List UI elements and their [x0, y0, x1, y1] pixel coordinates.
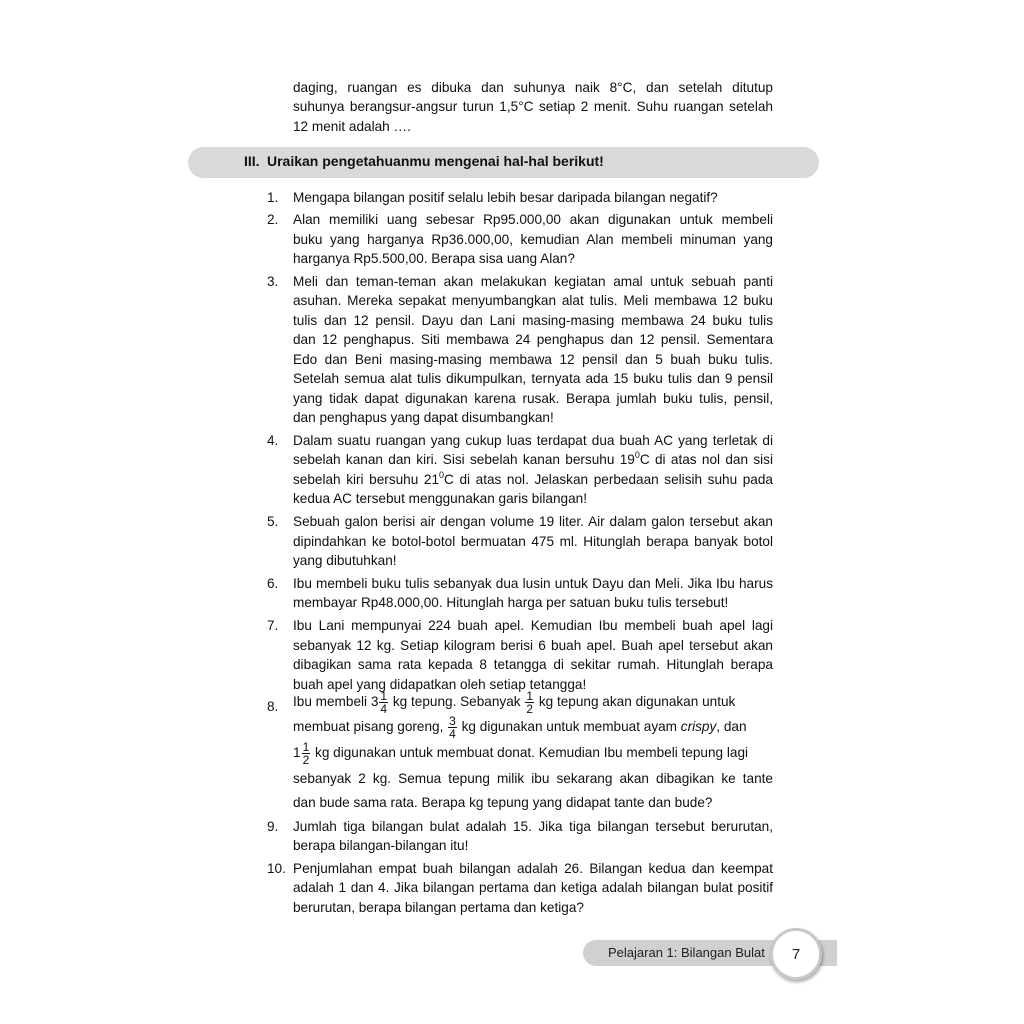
text-part: C di atas nol. Jelaskan perbedaan selisih suhu pada — [444, 472, 773, 487]
numerator: 3 — [449, 714, 456, 728]
text-part: kg tepung. Sebanyak — [389, 694, 525, 710]
intro-line-2: suhunya berangsur-angsur turun 1,5°C setiap 2 menit. Suhu ruangan setelah — [293, 99, 773, 114]
question-3-line: asuhan. Mereka sepakat menyumbangkan alat tulis. Meli membawa 12 buku — [293, 293, 773, 308]
question-8-line — [293, 690, 773, 715]
question-number: 6. — [267, 576, 279, 591]
question-10-line: Penjumlahan empat buah bilangan adalah 26. Bilangan kedua dan keempat — [293, 861, 773, 876]
fraction — [379, 690, 388, 715]
text-part: Ibu membeli 3 — [293, 694, 379, 710]
question-9-line: berapa bilangan-bilangan itu! — [293, 838, 469, 853]
question-number: 4. — [267, 433, 279, 448]
question-8-line — [293, 741, 773, 766]
question-9-line: Jumlah tiga bilangan bulat adalah 15. Jika tiga bilangan tersebut berurutan, — [293, 819, 773, 834]
question-4-line — [293, 450, 773, 470]
question-number: 7. — [267, 618, 279, 633]
question-4-line: kedua AC tersebut menggunakan garis bilangan! — [293, 491, 587, 506]
question-number: 1. — [267, 190, 279, 205]
question-3-line: Edo dan Beni masing-masing membawa 12 pensil dan 5 buah buku tulis. — [293, 352, 773, 367]
question-number: 8. — [267, 699, 279, 714]
question-number: 2. — [267, 212, 279, 227]
text-part: sebelah kanan dan kiri. Sisi sebelah kanan bersuhu 19 — [293, 452, 635, 467]
text-part: , dan — [716, 719, 747, 735]
denominator: 2 — [526, 702, 534, 716]
question-number: 3. — [267, 274, 279, 289]
question-7-line: Ibu Lani mempunyai 224 buah apel. Kemudian Ibu membeli buah apel lagi — [293, 618, 773, 633]
text-part: sebelah kiri bersuhu 21 — [293, 472, 440, 487]
superscript: 0 — [634, 450, 640, 460]
question-10-line: berurutan, berapa bilangan pertama dan ketiga? — [293, 900, 584, 915]
question-2-line: harganya Rp5.500,00. Berapa sisa uang Alan? — [293, 251, 575, 266]
question-number: 5. — [267, 514, 279, 529]
question-7-line: buah apel yang didapatkan oleh setiap tetangga! — [293, 677, 587, 692]
question-3-line: dan penghapus yang dapat disumbangkan! — [293, 410, 554, 425]
intro-line-3: 12 menit adalah …. — [293, 119, 411, 134]
denominator: 2 — [302, 753, 310, 767]
question-number: 9. — [267, 819, 279, 834]
question-5-line: Sebuah galon berisi air dengan volume 19 liter. Air dalam galon tersebut akan — [293, 514, 773, 529]
question-8-line: dan bude sama rata. Berapa kg tepung yang didapat tante dan bude? — [293, 795, 713, 810]
question-5-line: dipindahkan ke botol-botol bermuatan 475 ml. Hitunglah berapa banyak botol — [293, 534, 773, 549]
question-3-line: dan 12 penghapus. Siti membawa 24 penghapus dan 12 pensil. Sementara — [293, 332, 773, 347]
fraction — [302, 741, 311, 766]
question-3-line: Setelah semua alat tulis dikumpulkan, ternyata ada 15 buku tulis dan 9 pensil — [293, 371, 773, 386]
italic-word: crispy — [680, 719, 717, 735]
text-part: kg tepung akan digunakan untuk — [535, 694, 736, 710]
fraction — [448, 715, 457, 740]
question-4-line — [293, 470, 773, 490]
denominator: 4 — [449, 727, 456, 741]
text-part: membuat pisang goreng, — [293, 719, 448, 735]
question-7-line: sebanyak 12 kg. Setiap kilogram berisi 6 buah apel. Buah apel tersebut akan — [293, 638, 773, 653]
numerator: 1 — [302, 740, 310, 754]
question-4-line: Dalam suatu ruangan yang cukup luas terdapat dua buah AC yang terletak di — [293, 433, 773, 448]
question-7-line: dibagikan sama rata kepada 8 tetangga di sekitar rumah. Hitunglah berapa — [293, 657, 773, 672]
text-part: kg digunakan untuk membuat donat. Kemudian Ibu membeli tepung lagi — [311, 745, 749, 761]
question-6-line: Ibu membeli buku tulis sebanyak dua lusin untuk Dayu dan Meli. Jika Ibu harus — [293, 576, 773, 591]
text-part: 1 — [293, 745, 301, 761]
question-8-line — [293, 715, 773, 740]
question-8-line: sebanyak 2 kg. Semua tepung milik ibu sekarang akan dibagikan ke tante — [293, 771, 773, 786]
question-3-line: yang tidak dapat digunakan karena rusak. Berapa jumlah buku tulis, pensil, — [293, 391, 773, 406]
numerator: 1 — [380, 689, 388, 703]
page-number: 7 — [770, 928, 822, 980]
question-1-line: Mengapa bilangan positif selalu lebih besar daripada bilangan negatif? — [293, 190, 718, 205]
section-title: Uraikan pengetahuanmu mengenai hal-hal berikut! — [267, 153, 604, 169]
question-2-line: Alan memiliki uang sebesar Rp95.000,00 akan digunakan untuk membeli — [293, 212, 773, 227]
fraction — [525, 690, 534, 715]
question-2-line: buku yang harganya Rp36.000,00, kemudian Alan membeli minuman yang — [293, 232, 773, 247]
question-3-line: tulis dan 12 pensil. Dayu dan Lani masing-masing membawa 24 buku tulis — [293, 313, 773, 328]
question-number: 10. — [267, 861, 286, 876]
numerator: 1 — [526, 689, 534, 703]
chapter-title: Pelajaran 1: Bilangan Bulat — [608, 945, 765, 960]
intro-line-1: daging, ruangan es dibuka dan suhunya naik 8°C, dan setelah ditutup — [293, 80, 773, 95]
superscript: 0 — [439, 470, 445, 480]
question-5-line: yang dibutuhkan! — [293, 553, 397, 568]
text-part: C di atas nol dan sisi — [639, 452, 774, 467]
text-part: kg digunakan untuk membuat ayam — [457, 719, 681, 735]
question-6-line: membayar Rp48.000,00. Hitunglah harga per satuan buku tulis tersebut! — [293, 595, 729, 610]
question-10-line: adalah 1 dan 4. Jika bilangan pertama dan ketiga adalah bilangan bulat positif — [293, 880, 773, 895]
denominator: 4 — [380, 702, 388, 716]
question-3-line: Meli dan teman-teman akan melakukan kegiatan amal untuk sebuah panti — [293, 274, 773, 289]
section-number: III. — [244, 153, 260, 169]
